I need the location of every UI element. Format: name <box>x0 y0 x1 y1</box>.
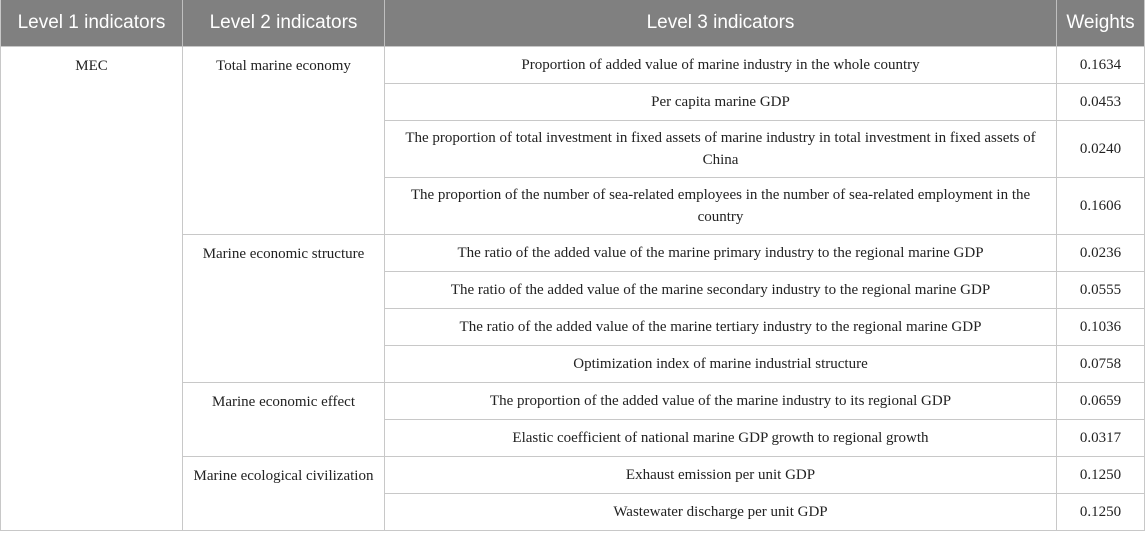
level2-cell: Total marine economy <box>183 47 385 235</box>
level2-cell: Marine economic structure <box>183 235 385 383</box>
weight-cell: 0.1250 <box>1057 457 1145 494</box>
indicator-cell: Wastewater discharge per unit GDP <box>385 494 1057 531</box>
level2-cell: Marine ecological civilization <box>183 457 385 531</box>
indicator-cell: The ratio of the added value of the marine secondary industry to the regional marine GDP <box>385 272 1057 309</box>
weight-cell: 0.0236 <box>1057 235 1145 272</box>
header-level3: Level 3 indicators <box>385 0 1057 47</box>
indicator-cell: The proportion of the number of sea-related employees in the number of sea-related employment in the country <box>385 178 1057 235</box>
header-row <box>1 0 1145 47</box>
indicator-cell: Proportion of added value of marine industry in the whole country <box>385 47 1057 84</box>
indicator-cell: The proportion of total investment in fixed assets of marine industry in total investment in fixed assets of China <box>385 121 1057 178</box>
indicator-cell: Exhaust emission per unit GDP <box>385 457 1057 494</box>
weight-cell: 0.0659 <box>1057 383 1145 420</box>
indicator-cell: The ratio of the added value of the marine primary industry to the regional marine GDP <box>385 235 1057 272</box>
weight-cell: 0.0758 <box>1057 346 1145 383</box>
header-weights: Weights <box>1057 0 1145 47</box>
indicator-cell: The ratio of the added value of the marine tertiary industry to the regional marine GDP <box>385 309 1057 346</box>
weight-cell: 0.0240 <box>1057 121 1145 178</box>
indicator-cell: Per capita marine GDP <box>385 84 1057 121</box>
weight-cell: 0.1634 <box>1057 47 1145 84</box>
indicator-cell: Optimization index of marine industrial structure <box>385 346 1057 383</box>
weight-cell: 0.0555 <box>1057 272 1145 309</box>
table-row <box>1 47 1145 84</box>
weight-cell: 0.0453 <box>1057 84 1145 121</box>
level2-cell: Marine economic effect <box>183 383 385 457</box>
weight-cell: 0.1250 <box>1057 494 1145 531</box>
weight-cell: 0.1036 <box>1057 309 1145 346</box>
weight-cell: 0.0317 <box>1057 420 1145 457</box>
header-level1: Level 1 indicators <box>1 0 183 47</box>
level1-cell: MEC <box>1 47 183 531</box>
header-level2: Level 2 indicators <box>183 0 385 47</box>
indicator-cell: The proportion of the added value of the marine industry to its regional GDP <box>385 383 1057 420</box>
indicator-cell: Elastic coefficient of national marine GDP growth to regional growth <box>385 420 1057 457</box>
weight-cell: 0.1606 <box>1057 178 1145 235</box>
